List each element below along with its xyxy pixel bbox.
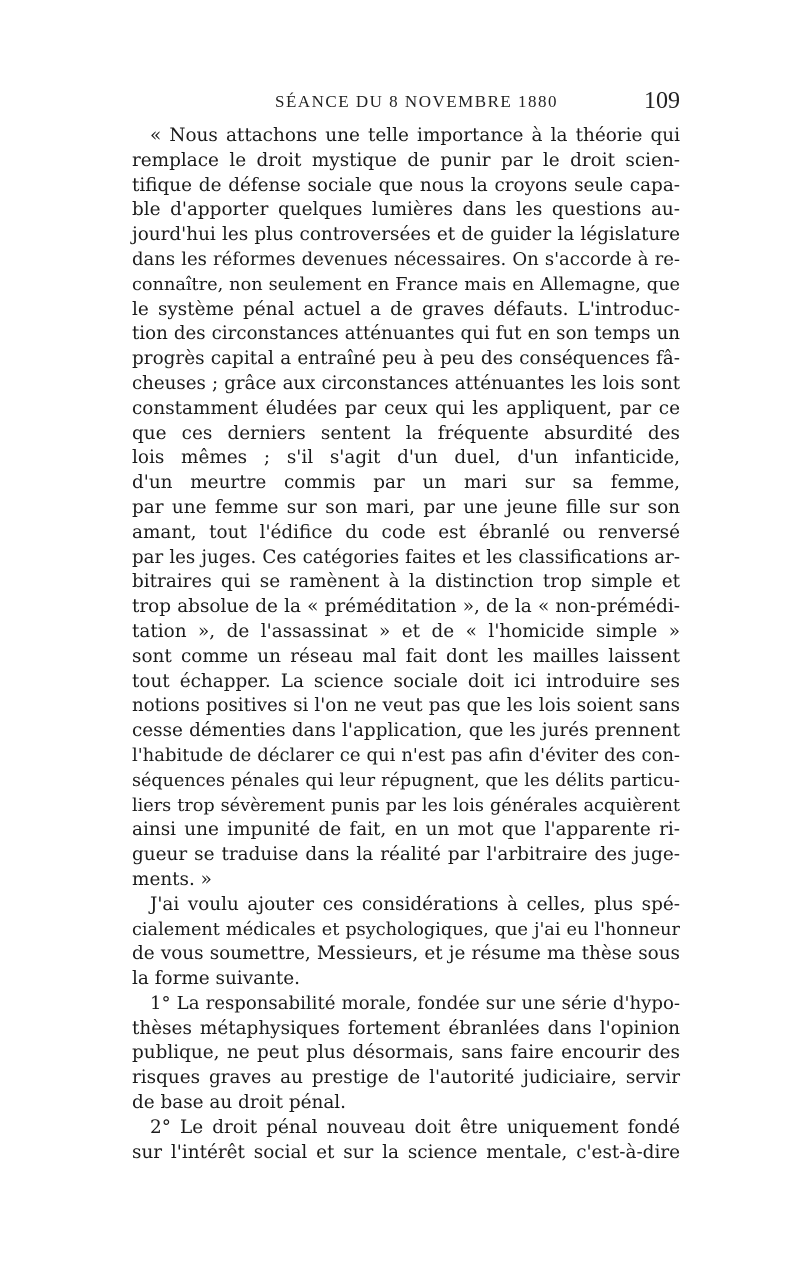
text-line: progrès capital a entraîné peu à peu des conséquences fâ- bbox=[132, 348, 680, 370]
page-number: 109 bbox=[644, 88, 680, 114]
text-line: constamment éludées par ceux qui les appliquent, par ce bbox=[132, 397, 680, 419]
text-line: l'habitude de déclarer ce qui n'est pas afin d'éviter des con- bbox=[132, 744, 680, 766]
text-line: de vous soumettre, Messieurs, et je résume ma thèse sous bbox=[132, 943, 680, 965]
text-line: lois mêmes ; s'il s'agit d'un duel, d'un infanticide, bbox=[132, 447, 680, 469]
text-line: J'ai voulu ajouter ces considérations à celles, plus spé- bbox=[150, 893, 680, 915]
text-line: tation », de l'assassinat » et de « l'homicide simple » bbox=[132, 620, 680, 642]
text-line: de base au droit pénal. bbox=[132, 1092, 347, 1114]
text-line: séquences pénales qui leur répugnent, que les délits particu- bbox=[132, 770, 680, 791]
text-line: thèses métaphysiques fortement ébranlées dans l'opinion bbox=[132, 1017, 680, 1039]
text-line: connaître, non seulement en France mais en Allemagne, que bbox=[132, 274, 680, 295]
text-line: par les juges. Ces catégories faites et les classifications ar- bbox=[132, 546, 680, 568]
text-line: par une femme sur son mari, par une jeune fille sur son bbox=[132, 496, 680, 518]
text-line: gueur se traduise dans la réalité par l'arbitraire des juge- bbox=[132, 844, 680, 866]
text-line: « Nous attachons une telle importance à la théorie qui bbox=[150, 125, 680, 146]
text-line: amant, tout l'édifice du code est ébranlé ou renversé bbox=[132, 521, 680, 543]
text-line: ments. » bbox=[132, 868, 212, 890]
text-line: ainsi une impunité de fait, en un mot que l'apparente ri- bbox=[132, 819, 680, 841]
text-line: remplace le droit mystique de punir par le droit scien- bbox=[132, 149, 680, 171]
text-line: trop absolue de la « préméditation », de la « non-prémédi- bbox=[132, 596, 680, 618]
body-text bbox=[132, 124, 680, 1165]
text-line: cesse démenties dans l'application, que les jurés prennent bbox=[132, 720, 680, 742]
text-line: notions positives si l'on ne veut pas que les lois soient sans bbox=[132, 695, 680, 717]
text-line: 1° La responsabilité morale, fondée sur une série d'hypo- bbox=[150, 992, 680, 1014]
text-line: ble d'apporter quelques lumières dans les questions au- bbox=[132, 199, 680, 221]
running-head bbox=[135, 90, 680, 120]
running-title: SÉANCE DU 8 NOVEMBRE 1880 bbox=[275, 92, 559, 111]
text-line: sur l'intérêt social et sur la science mentale, c'est-à-dire bbox=[132, 1141, 680, 1163]
text-line: tout échapper. La science sociale doit ici introduire ses bbox=[132, 670, 680, 692]
text-line: jourd'hui les plus controversées et de guider la législature bbox=[132, 224, 680, 246]
text-line: d'un meurtre commis par un mari sur sa femme, bbox=[132, 472, 680, 494]
text-line: tifique de défense sociale que nous la croyons seule capa- bbox=[132, 174, 680, 196]
text-line: tion des circonstances atténuantes qui fut en son temps un bbox=[132, 323, 680, 345]
text-line: la forme suivante. bbox=[132, 968, 301, 990]
text-line: liers trop sévèrement punis par les lois générales acquièrent bbox=[132, 795, 680, 816]
text-line: que ces derniers sentent la fréquente absurdité des bbox=[132, 422, 680, 444]
text-line: sont comme un réseau mal fait dont les mailles laissent bbox=[132, 645, 680, 667]
text-line: risques graves au prestige de l'autorité judiciaire, servir bbox=[132, 1067, 680, 1089]
text-line: le système pénal actuel a de graves défauts. L'introduc- bbox=[132, 298, 680, 320]
text-line: 2° Le droit pénal nouveau doit être uniquement fondé bbox=[150, 1116, 680, 1138]
text-line: cheuses ; grâce aux circonstances atténuantes les lois sont bbox=[132, 372, 680, 394]
text-line: bitraires qui se ramènent à la distinction trop simple et bbox=[132, 571, 680, 593]
text-line: dans les réformes devenues nécessaires. On s'accorde à re- bbox=[132, 248, 680, 270]
text-line: cialement médicales et psychologiques, que j'ai eu l'honneur bbox=[132, 919, 680, 940]
text-line: publique, ne peut plus désormais, sans faire encourir des bbox=[132, 1042, 680, 1064]
